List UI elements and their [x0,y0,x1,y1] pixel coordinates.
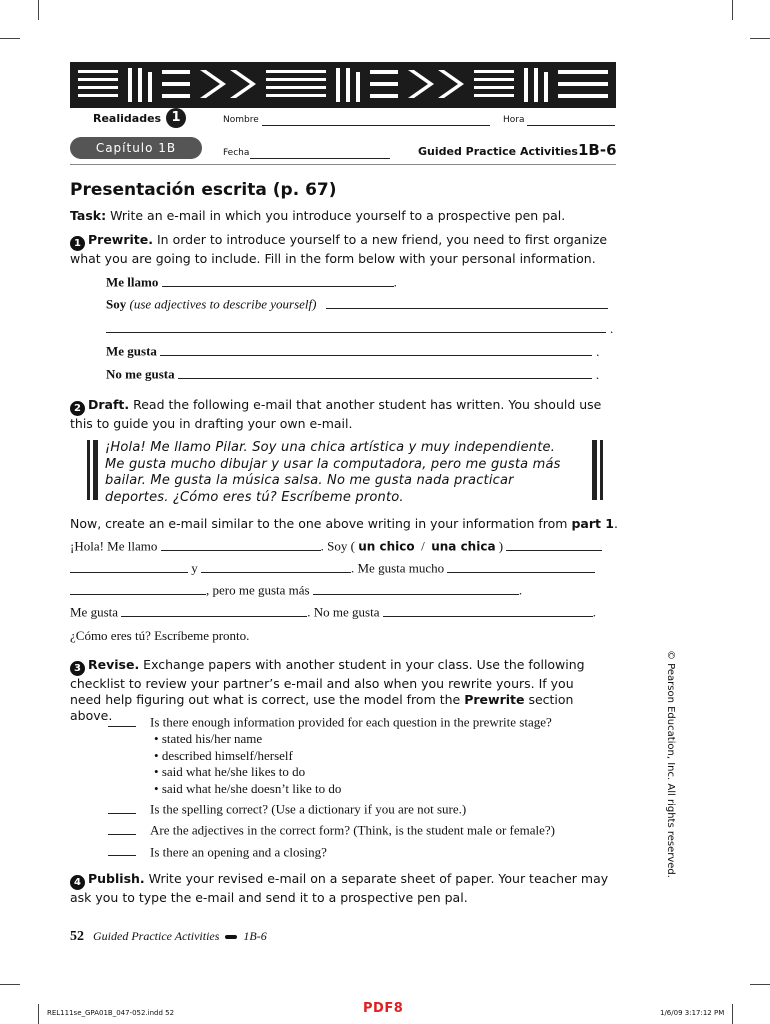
no-me-gusta-field[interactable] [178,366,592,379]
me-llamo-field[interactable] [162,274,394,287]
task-line [70,208,630,224]
draft-line-2 [70,560,595,577]
checklist-text: Are the adjectives in the correct form? (Think, is the student male or female?) [150,823,555,839]
bullet-item: • said what he/she likes to do [154,764,306,780]
period: . [592,604,596,620]
crop-mark [38,1004,39,1024]
copyright-notice [665,650,676,878]
footer-code: 1B-6 [243,929,267,943]
me-gusta-row [106,343,599,360]
page-footer [70,929,267,945]
email-line: bailar. Me gusta la música salsa. No me gusta nada practicar [105,473,514,488]
pero-text: , pero me gusta más [206,582,310,598]
crop-mark [750,38,770,39]
now-bold: part 1 [571,516,615,531]
no-me-gusta-row [106,366,599,383]
capitulo-badge: Capítulo 1B [70,137,202,159]
draft-likes-field-2[interactable] [70,582,206,595]
hola-me-llamo: ¡Hola! Me llamo [70,538,158,554]
file-slug: REL111se_GPA01B_047-052.indd 52 [47,1009,175,1017]
pdf-stamp: PDF8 [363,1001,404,1016]
draft-name-field[interactable] [161,538,321,551]
una-chica-option[interactable]: una chica [431,539,496,554]
checklist-item [108,844,628,861]
me-llamo-label: Me llamo [106,274,159,290]
draft-likes-field[interactable] [447,560,595,573]
draft-adj-field-2[interactable] [70,560,188,573]
crop-mark [732,1004,733,1024]
step2-instructions [70,397,618,432]
step4-text: Write your revised e-mail on a separate sheet of paper. Your teacher may ask you to type the e-mail and send it to a prospective pen pal. [70,871,609,905]
soy-field[interactable] [326,296,608,309]
period: . [595,366,600,382]
slash: / [421,538,425,554]
step3-text: Exchange papers with another student in your class. Use the following checklist to review your partner’s e-mail and also when you rewrite yours. If you need help figuring out what is correct, use the model from the [70,657,585,707]
draft-line-4 [70,604,596,621]
soy-row-2 [106,320,613,337]
me-llamo-row [106,274,397,291]
checklist-text: Is there an opening and a closing? [150,844,327,860]
nombre-label: Nombre [223,115,259,125]
task-label: Task: [70,208,107,223]
checklist-checkbox[interactable] [108,801,136,814]
draft-me-gusta: Me gusta [70,604,119,620]
date-slug: 1/6/09 3:17:12 PM [660,1009,725,1017]
hora-label: Hora [503,115,525,125]
step2-number: 2 [70,401,85,416]
checklist-item [108,801,628,818]
checklist-text: Is the spelling correct? (Use a dictionary if you are not sure.) [150,801,467,817]
step4-instructions [70,871,618,906]
email-line: Me gusta mucho dibujar y usar la computadora, pero me gusta más [105,456,561,472]
y-word: y [191,560,198,576]
checklist-item [108,714,628,731]
crop-mark [0,984,20,985]
draft-adj-field[interactable] [506,538,602,551]
page-number: 52 [70,929,84,944]
soy-open: . Soy ( [320,538,355,554]
page-title: Presentación escrita (p. 67) [70,180,337,200]
crop-mark [38,0,39,20]
header-rule [70,164,616,165]
close-paren: ) [498,538,504,554]
draft-no-me-gusta: . No me gusta [307,604,380,620]
fecha-label: Fecha [223,148,250,158]
banner-pattern [70,62,616,108]
soy-field-2[interactable] [106,320,606,333]
draft-line-1 [70,538,602,555]
activity-code: 1B-6 [578,141,617,159]
sample-email [105,440,585,506]
activity-label: Guided Practice Activities [418,145,578,158]
period: . [518,582,523,598]
step2-label: Draft. [88,397,130,412]
period: . [393,274,397,290]
checklist-checkbox[interactable] [108,714,136,727]
copyright-text: © Pearson Education, Inc. All rights reserved. [665,650,676,878]
checklist-text: Is there enough information provided for each question in the prewrite stage? [150,714,552,730]
realidades-number-badge: 1 [166,108,186,128]
now-end: . [614,516,618,531]
checklist-checkbox[interactable] [108,822,136,835]
hora-field[interactable] [527,125,615,126]
soy-label: Soy [106,296,127,312]
email-bar-left [93,440,98,500]
step1-instructions [70,232,618,267]
footer-dash-icon [225,935,237,939]
crop-mark [732,0,733,20]
period: . [610,320,614,336]
draft-prefer-field[interactable] [313,582,519,595]
crop-mark [0,38,20,39]
soy-row [106,296,608,313]
decorative-banner [70,62,616,108]
no-me-gusta-label: No me gusta [106,366,175,382]
step1-text: In order to introduce yourself to a new friend, you need to first organize what you are going to include. Fill in the form below with your personal information. [70,232,608,266]
draft-no-me-gusta-field[interactable] [383,604,593,617]
me-gusta-field[interactable] [160,343,592,356]
me-gusta-mucho: . Me gusta mucho [351,560,445,576]
realidades-label: Realidades [93,112,162,125]
crop-mark [750,984,770,985]
draft-adj-field-3[interactable] [201,560,351,573]
step3-number: 3 [70,661,85,676]
draft-me-gusta-field[interactable] [121,604,307,617]
task-text: Write an e-mail in which you introduce yourself to a prospective pen pal. [106,208,566,223]
checklist-item [108,822,628,839]
step4-label: Publish. [88,871,145,886]
un-chico-option[interactable]: un chico [358,539,415,554]
bullet-item: • described himself/herself [154,747,293,763]
soy-hint: (use adjectives to describe yourself) [129,296,317,312]
nombre-field[interactable] [262,125,490,126]
email-bar-right [592,440,597,500]
footer-activities: Guided Practice Activities [93,929,220,943]
step3-bold: Prewrite [464,692,525,707]
me-gusta-label: Me gusta [106,343,157,359]
checklist-checkbox[interactable] [108,844,136,857]
email-line: deportes. ¿Cómo eres tú? Escríbeme pronto. [105,489,404,505]
bullet-item: • stated his/her name [154,731,263,747]
bullet-item: • said what he/she doesn’t like to do [154,780,342,796]
email-bar-left [87,440,90,500]
fecha-field[interactable] [250,158,390,159]
now-create-text [70,516,630,532]
draft-line-3 [70,582,522,599]
email-line: ¡Hola! Me llamo Pilar. Soy una chica artística y muy independiente. [105,440,556,455]
step3-text-end: section above. [70,692,574,723]
step3-label: Revise. [88,657,140,672]
email-bar-right [600,440,603,500]
period: . [596,343,600,359]
checklist [108,714,628,861]
step1-number: 1 [70,236,85,251]
bullet-list [154,731,628,797]
step2-text: Read the following e-mail that another student has written. You should use this to guide you in drafting your own e-mail. [70,397,602,431]
step1-label: Prewrite. [88,232,154,247]
draft-closing: ¿Cómo eres tú? Escríbeme pronto. [70,628,250,643]
now-text: Now, create an e-mail similar to the one above writing in your information from [70,516,572,531]
step4-number: 4 [70,875,85,890]
